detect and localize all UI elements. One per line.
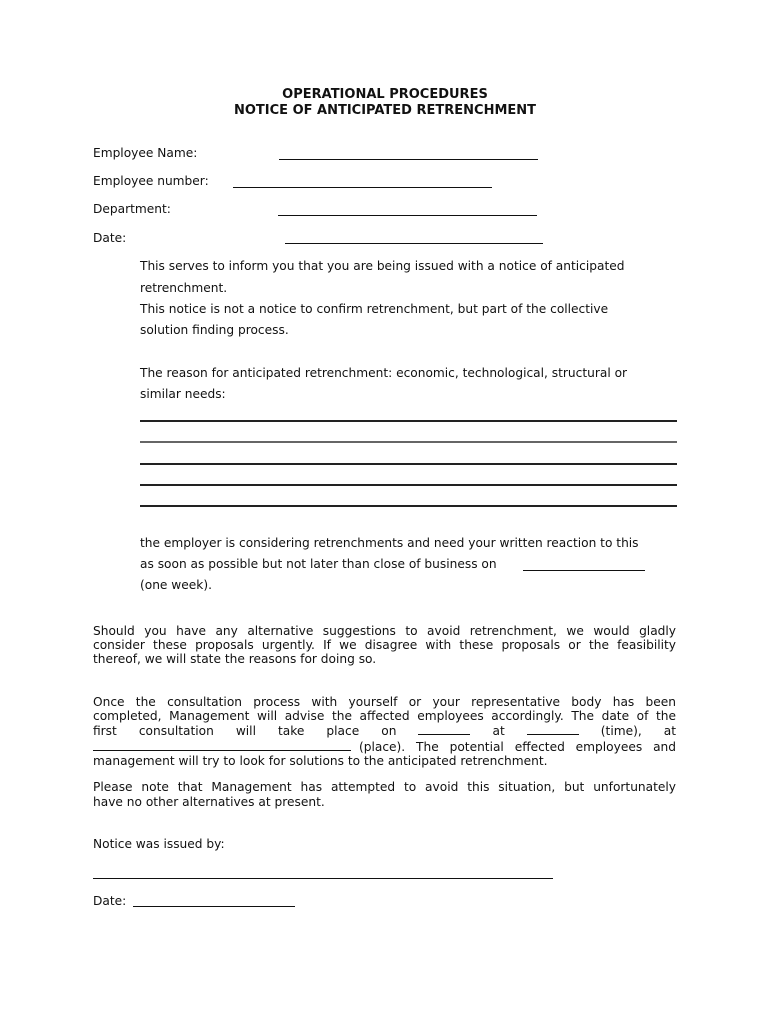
reaction-line-3: (one week). [140,578,212,592]
intro-line-4: solution finding process. [140,323,289,337]
word-time: (time), [600,724,642,739]
reason-line-2: similar needs: [140,387,226,401]
department-label: Department: [93,202,171,216]
alternatives-line-2: consider these proposals urgently. If we disagree with these proposals or the feasibility [93,638,676,652]
employee-name-label: Employee Name: [93,146,198,160]
footer-date-label: Date: [93,894,127,908]
date-field[interactable] [285,243,543,244]
word-will: will [235,724,256,739]
reaction-deadline-field[interactable] [523,570,645,571]
word-at-2: at [663,724,676,739]
footer-date-field[interactable] [133,906,295,907]
word-at: at [492,724,505,739]
department-field[interactable] [278,215,537,216]
consultation-line-4-text: (place). The potential effected employees and [359,739,676,754]
word-consultation: consultation [138,724,214,739]
consultation-date-field[interactable] [418,723,470,735]
alternatives-paragraph [93,624,676,666]
intro-line-1: This serves to inform you that you are being issued with a notice of anticipated [140,259,625,273]
reaction-line-2: as soon as possible but not later than close of business on [140,557,497,571]
date-label: Date: [93,231,127,245]
consultation-paragraph [93,695,676,768]
word-on: on [381,724,397,739]
reason-answer-line-3[interactable] [140,463,677,465]
intro-line-3: This notice is not a notice to confirm retrenchment, but part of the collective [140,302,609,316]
consultation-line-2: completed, Management will advise the affected employees accordingly. The date of the [93,709,676,724]
alternatives-line-3: thereof, we will state the reasons for doing so. [93,652,377,666]
document-title-line-1: OPERATIONAL PROCEDURES [282,87,488,102]
consultation-place-field[interactable] [93,739,351,751]
consultation-time-field[interactable] [527,723,579,735]
alternatives-line-1: Should you have any alternative suggestions to avoid retrenchment, we would gladly [93,624,676,638]
reason-answer-line-2[interactable] [140,441,677,443]
reason-answer-line-4[interactable] [140,484,677,486]
document-title-line-2: NOTICE OF ANTICIPATED RETRENCHMENT [233,103,537,118]
issued-by-signature-field[interactable] [93,878,553,879]
word-place: place [326,724,360,739]
note-paragraph [93,780,676,810]
intro-line-2: retrenchment. [140,281,228,295]
note-line-1: Please note that Management has attempted to avoid this situation, but unfortunately [93,780,676,794]
word-first: first [93,724,117,739]
reason-answer-line-1[interactable] [140,420,677,422]
consultation-line-3 [93,723,676,738]
issued-by-label: Notice was issued by: [93,837,225,851]
reason-line-1: The reason for anticipated retrenchment: economic, technological, structural or [140,366,628,380]
consultation-line-1: Once the consultation process with yourself or your representative body has been [93,695,676,709]
employee-number-field[interactable] [233,187,492,188]
employee-name-field[interactable] [279,159,538,160]
word-take: take [278,724,305,739]
employee-number-label: Employee number: [93,174,209,188]
consultation-line-4 [93,739,676,754]
consultation-line-5: management will try to look for solutions to the anticipated retrenchment. [93,753,548,768]
reaction-line-1: the employer is considering retrenchments and need your written reaction to this [140,536,639,550]
note-line-2: have no other alternatives at present. [93,795,325,809]
reason-answer-line-5[interactable] [140,505,677,507]
